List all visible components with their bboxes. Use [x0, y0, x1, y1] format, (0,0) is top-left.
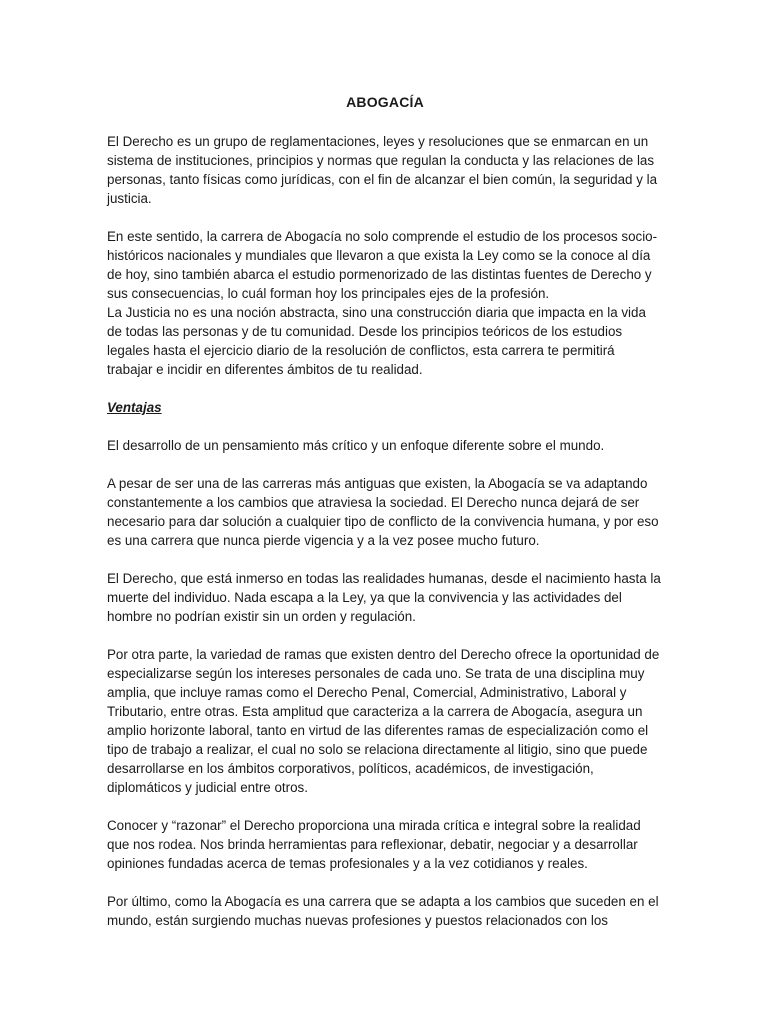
document-title: ABOGACÍA	[346, 94, 424, 110]
document-page	[107, 93, 663, 949]
intro-paragraph-2: En este sentido, la carrera de Abogacía no solo comprende el estudio de los procesos socio-históricos nacionales y mundiales que llevaron a que exista la Ley como se la conoce al día de hoy, sino también abarca el estudio pormenorizado de las distintas fuentes de Derecho y sus consecuencias, lo cuál forman hoy los principales ejes de la profesión.	[107, 229, 658, 301]
ventajas-paragraph-1: El desarrollo de un pensamiento más crítico y un enfoque diferente sobre el mundo.	[107, 438, 605, 453]
ventajas-paragraph-4: Por otra parte, la variedad de ramas que existen dentro del Derecho ofrece la oportunidad de especializarse según los intereses personales de cada uno. Se trata de una disciplina muy amplia, que incluye ramas como el Derecho Penal, Comercial, Administrativo, Laboral y Tributario, entre otras. Esta amplitud que caracteriza a la carrera de Abogacía, asegura un amplio horizonte laboral, tanto en virtud de las diferentes ramas de especialización como el tipo de trabajo a realizar, el cual no solo se relaciona directamente al litigio, sino que puede desarrollarse en los ámbitos corporativos, políticos, académicos, de investigación, diplomáticos y judicial entre otros.	[107, 647, 660, 795]
ventajas-paragraph-2: A pesar de ser una de las carreras más antiguas que existen, la Abogacía se va adaptando constantemente a los cambios que atraviesa la sociedad. El Derecho nunca dejará de ser necesario para dar solución a cualquier tipo de conflicto de la convivencia humana, y por eso es una carrera que nunca pierde vigencia y a la vez posee mucho futuro.	[107, 476, 659, 548]
ventajas-paragraph-6: Por último, como la Abogacía es una carrera que se adapta a los cambios que suceden en el mundo, están surgiendo muchas nuevas profesiones y puestos relacionados con los	[107, 894, 659, 928]
ventajas-paragraph-3: El Derecho, que está inmerso en todas las realidades humanas, desde el nacimiento hasta la muerte del individuo. Nada escapa a la Ley, ya que la convivencia y las actividades del hombre no podrían existir sin un orden y regulación.	[107, 571, 661, 624]
intro-paragraph-3: La Justicia no es una noción abstracta, sino una construcción diaria que impacta en la vida de todas las personas y de tu comunidad. Desde los principios teóricos de los estudios legales hasta el ejercicio diario de la resolución de conflictos, esta carrera te permitirá trabajar e incidir en diferentes ámbitos de tu realidad.	[107, 305, 646, 377]
section-heading-ventajas: Ventajas	[107, 400, 162, 415]
intro-paragraph-1: El Derecho es un grupo de reglamentaciones, leyes y resoluciones que se enmarcan en un sistema de instituciones, principios y normas que regulan la conducta y las relaciones de las personas, tanto físicas como jurídicas, con el fin de alcanzar el bien común, la seguridad y la justicia.	[107, 134, 658, 206]
ventajas-paragraph-5: Conocer y “razonar” el Derecho proporciona una mirada crítica e integral sobre la realidad que nos rodea. Nos brinda herramientas para reflexionar, debatir, negociar y a desarrollar opiniones fundadas acerca de temas profesionales y a la vez cotidianos y reales.	[107, 818, 641, 871]
